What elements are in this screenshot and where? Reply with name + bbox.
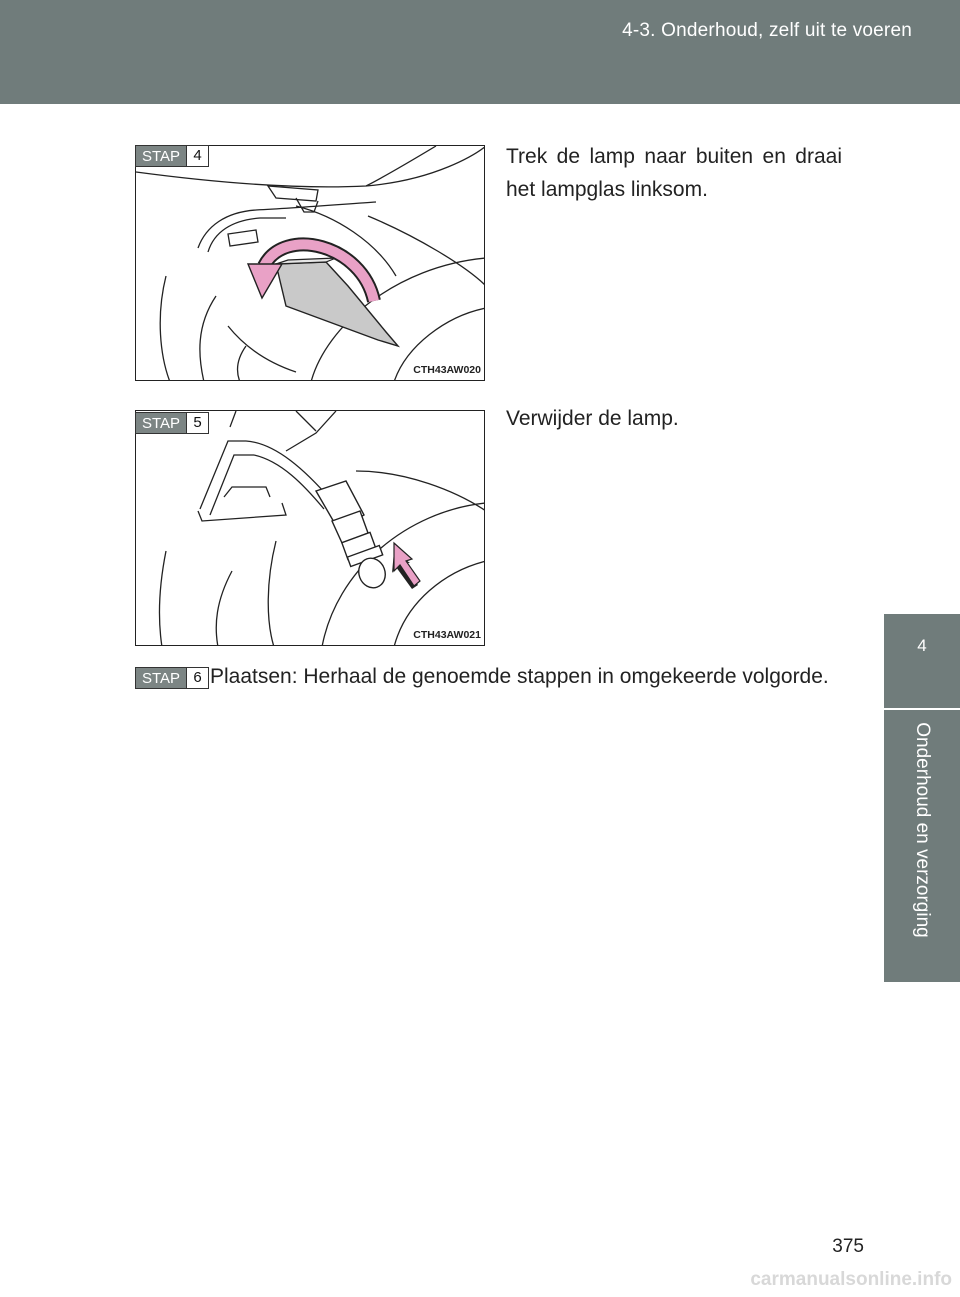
figure-code: CTH43AW021 xyxy=(413,629,481,641)
step-badge-number: 5 xyxy=(187,412,209,434)
page-header xyxy=(0,0,960,104)
step-5-text: Verwijder de lamp. xyxy=(506,407,679,430)
chapter-label: Onderhoud en verzorging xyxy=(912,722,933,938)
step-6-text: Plaatsen: Herhaal de genoemde stappen in omgekeerde volgorde. xyxy=(210,665,829,688)
step-badge-6 xyxy=(135,667,209,689)
bulb-removal-illustration xyxy=(136,411,485,646)
section-title: 4-3. Onderhoud, zelf uit te voeren xyxy=(622,20,912,41)
watermark: carmanualsonline.info xyxy=(750,1269,952,1290)
step-badge-number: 6 xyxy=(187,667,209,689)
step-4-text: Trek de lamp naar buiten en draai het lampglas linksom. xyxy=(506,145,842,201)
step-badge-label: STAP xyxy=(135,667,187,689)
page-number: 375 xyxy=(832,1236,864,1257)
chapter-number-box xyxy=(884,614,960,710)
step-badge-4 xyxy=(135,145,209,167)
figure-step-5 xyxy=(135,410,485,646)
chapter-number: 4 xyxy=(917,636,927,655)
step-badge-number: 4 xyxy=(187,145,209,167)
step-badge-label: STAP xyxy=(135,412,187,434)
step-badge-label: STAP xyxy=(135,145,187,167)
figure-step-4 xyxy=(135,145,485,381)
lamp-lens-illustration xyxy=(136,146,485,381)
step-badge-5 xyxy=(135,412,209,434)
figure-code: CTH43AW020 xyxy=(413,364,481,376)
